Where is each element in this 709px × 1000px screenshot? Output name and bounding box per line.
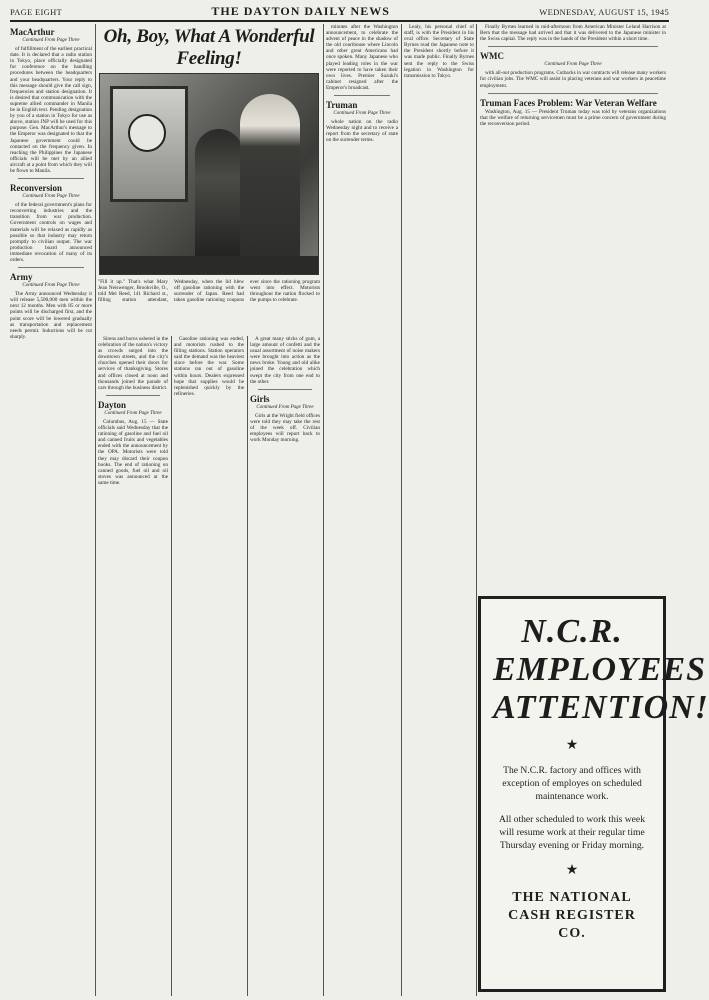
masthead [10, 4, 669, 22]
page-number: PAGE EIGHT [10, 7, 63, 17]
divider [258, 389, 312, 390]
article-text: with all-out production programs. Cutbacks in war contracts will release many workers for civilian jobs. The WMC will assist in placing veterans and war workers in peacetime employment. [480, 70, 666, 89]
article-text: A great many sticks of gum, a large amount of confetti and the usual assortment of noise makers were brought into action as the news broke. Young and old alike joined the celebration which swept the city from one end to the other. [250, 336, 320, 385]
issue-date: WEDNESDAY, AUGUST 15, 1945 [539, 7, 669, 17]
divider [18, 267, 84, 268]
article-text: minutes after the Washington announcement, to celebrate the advent of peace in the shadow of the old courthouse where Lincoln and other great Americans had once spoken. Many Japanese who played leading roles in the war were reported to have taken their own lives. Premier Suzuki's cabinet resigned after the Emperor's broadcast. [326, 24, 398, 91]
column-4 [250, 336, 320, 996]
column-6 [404, 24, 474, 996]
pump-base [100, 256, 318, 274]
veteran-welfare-headline: Truman Faces Problem: War Veteran Welfare [480, 97, 657, 108]
column-rule [401, 24, 402, 996]
clock-icon [128, 114, 166, 152]
wmc-headline: WMC [480, 51, 504, 62]
article-text: Gasoline rationing was ended, and motorists rushed to the filling stations. Station operators said the demand was the heaviest since before the war. Some stations ran out of gasoline within hours. Dealers expressed hope that supplies would be replenished quickly by the refineries. [174, 336, 244, 397]
article-text: of the federal government's plans for reconverting industries and the transition from war production. Government controls on wages and materials will be relaxed as rapidly as possible so that industry may return promptly to civilian output. The war production board announced immediate revocation of many of its orders. [10, 202, 92, 263]
attendant-figure [195, 129, 243, 269]
continued-note: Continued From Page Three [256, 404, 314, 410]
reconversion-headline: Reconversion [10, 183, 62, 194]
column-rule [323, 24, 324, 996]
ad-body-2: All other scheduled to work this week will resume work at their regular time Thursday evening or Friday morning. [498, 814, 645, 851]
column-rule [95, 24, 96, 996]
divider [106, 395, 160, 396]
column-5 [326, 24, 398, 996]
continued-note: Continued From Page Three [22, 283, 80, 289]
truman-headline: Truman [326, 100, 358, 111]
column-rule [171, 336, 172, 996]
article-text: Girls at the Wright field offices were told they may take the rest of the week off. Civilian employees will report back to work Monday morning. [250, 412, 320, 444]
ad-body-1: The N.C.R. factory and offices with exception of employes on scheduled maintenance work. [502, 765, 642, 802]
column-2 [98, 336, 168, 996]
gas-station-photo [99, 73, 319, 275]
column-rule [247, 336, 248, 996]
girls-headline: Girls [250, 393, 270, 404]
continued-note: Continued From Page Three [544, 62, 602, 68]
feature-headline: Oh, Boy, What A Wonderful Feeling! [103, 26, 315, 69]
continued-note: Continued From Page Three [22, 38, 80, 43]
divider [334, 95, 390, 96]
woman-figure [240, 94, 300, 269]
photo-caption: "Fill it up." That's what Mary Jean Neiswenger, Brookville, O., told Mel Reed, 141 Richard st., filling station attendant, Wednesday, when the lid blew off gasoline rationing with the surrender of Japan. Reed had taken gasoline rationing coupons ever since the rationing program went into effect. Motorists throughout the nation flocked to the pumps to celebrate. [98, 279, 320, 304]
article-text: Sirens and horns ushered in the celebration of the nation's victory as crowds surged into the downtown streets, and the city's churches opened their doors for services of thanksgiving. Stores and offices closed at noon and thousands joined the parade of cars through the business district. [98, 336, 168, 391]
article-text: Lealy, his personal chief of staff, is with the President in his oval office. Secretary of State Byrnes read the Japanese note to the President shortly before it was made public. Finally Byrnes sent the reply to the Swiss legation in Washington for transmission to Tokyo. [404, 24, 474, 79]
star-icon: ★ [565, 738, 579, 753]
article-text: whole nation on the radio Wednesday night and to receive a report from the secretary of state on the surrender terms. [326, 119, 398, 144]
ad-headline: N.C.R. EMPLOYEES ATTENTION! [493, 613, 709, 726]
star-icon: ★ [565, 863, 579, 878]
newspaper-name: THE DAYTON DAILY NEWS [211, 4, 390, 18]
column-rule [476, 24, 477, 996]
ncr-advertisement [478, 596, 709, 992]
ad-signature: THE NATIONAL CASH REGISTER CO. [508, 890, 636, 941]
continued-note: Continued From Page Three [104, 410, 162, 416]
article-text: Columbus, Aug. 15 — State officials said Wednesday that the rationing of gasoline and fuel oil and canned fruits and vegetables ended with the announcement by the OPA. Motorists were told they may discard their coupon books. The end of rationing on canned goods, fuel oil and oil stoves was announced at the same time. [98, 418, 168, 486]
column-3 [174, 336, 244, 996]
feature-photo-block [98, 24, 320, 332]
dayton-headline: Dayton [98, 399, 127, 410]
article-text: The Army announced Wednesday it will release 5,500,000 men within the next 12 months. Men with 85 or more points will be discharged first, and the point score will be lowered gradually as transportation and replacement needs permit. Inductions will be cut sharply. [10, 291, 92, 340]
article-text: Finally Byrnes learned in mid-afternoon from American Minister Leland Harrison at Bern that the message had arrived and that it was delivered to the Japanese minister in the Swiss capital. The reply was in the hands of the President within a short time. [480, 24, 666, 43]
macarthur-headline: MacArthur [10, 27, 55, 37]
column-7 [480, 24, 666, 592]
column-1 [10, 24, 92, 996]
divider [18, 178, 84, 179]
divider [488, 93, 658, 94]
continued-note: Continued From Page Three [22, 194, 80, 200]
article-text: of fulfillment of the earliest practical date. It is declared that a radio station in Tokyo, place officially designated for conference on the handling procedures between the headquarters and your headquarters. Your reply to this message should give the call sign, frequencies and station designation. It is desired that communication with the supreme allied commander in Manila be in English text. Pending designation by you of a station in Tokyo for use as above, station JNP will be used for this purpose. Gen. MacArthur's message to the Emperor was designated to that the Japanese government could be contacted on the frequency given. In reaching the Philippines the Japanese officials will be met by an allied aircraft at a point from which they will be flown to Manila. [10, 46, 92, 174]
divider [488, 46, 658, 47]
continued-note: Continued From Page Three [333, 111, 391, 117]
army-headline: Army [10, 272, 33, 283]
article-text: Washington, Aug. 15 — President Truman today was told by veterans organizations that the welfare of returning servicemen must be a prime concern of government during the reconversion period. [480, 108, 666, 127]
